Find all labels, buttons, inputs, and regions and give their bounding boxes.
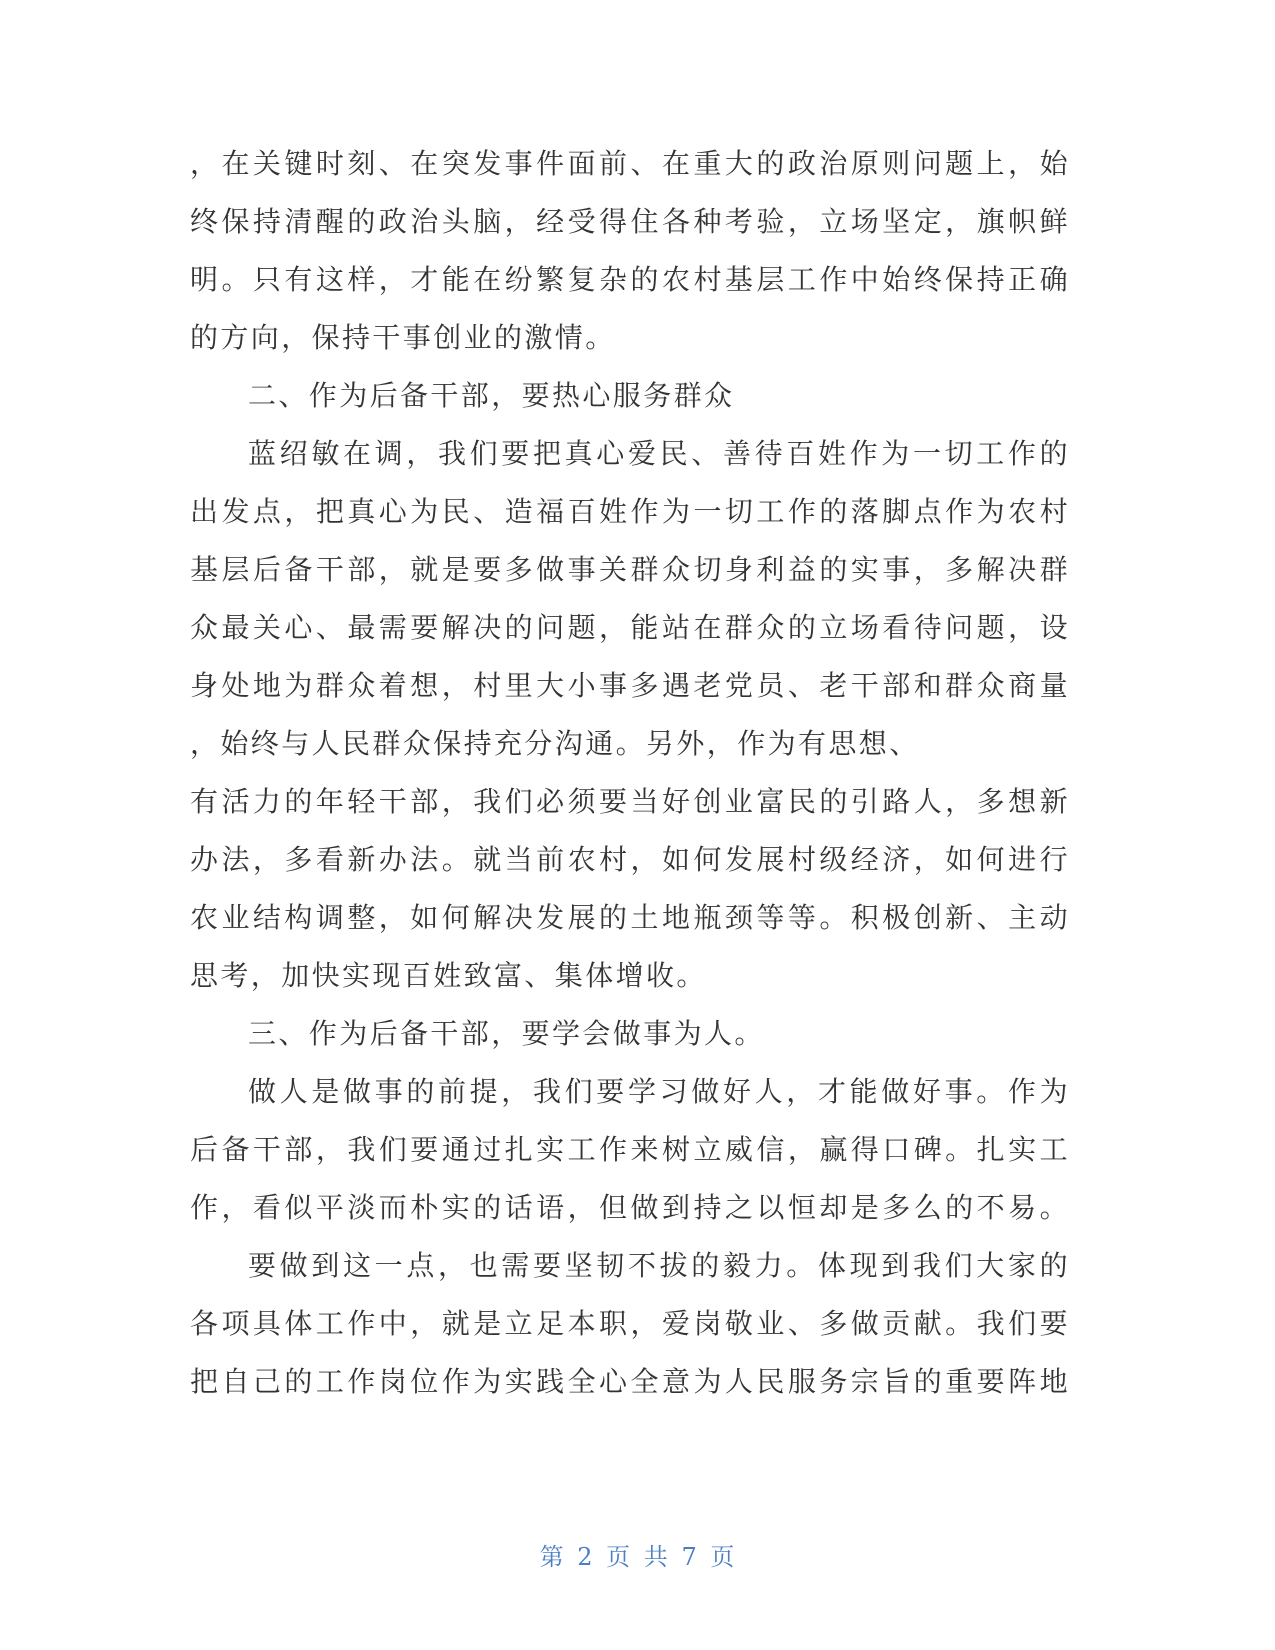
text-line: 众最关心、最需要解决的问题，能站在群众的立场看待问题，设 — [190, 611, 1070, 644]
section-heading-2: 二、作为后备干部，要热心服务群众 — [248, 379, 735, 412]
text-line: 各项具体工作中，就是立足本职，爱岗敬业、多做贡献。我们要 — [190, 1307, 1070, 1340]
paragraph-first-line: 要做到这一点，也需要坚韧不拔的毅力。体现到我们大家的 — [248, 1249, 1070, 1282]
text-line: 办法，多看新办法。就当前农村，如何发展村级经济，如何进行 — [190, 843, 1070, 876]
text-line: 的方向，保持干事创业的激情。 — [190, 321, 616, 354]
paragraph-first-line: 蓝绍敏在调，我们要把真心爱民、善待百姓作为一切工作的 — [248, 437, 1070, 470]
paragraph-first-line: 做人是做事的前提，我们要学习做好人，才能做好事。作为 — [248, 1075, 1070, 1108]
text-line: 作，看似平淡而朴实的话语，但做到持之以恒却是多么的不易。 — [190, 1191, 1070, 1224]
text-line: ，在关键时刻、在突发事件面前、在重大的政治原则问题上，始 — [190, 147, 1070, 180]
text-line: 身处地为群众着想，村里大小事多遇老党员、老干部和群众商量 — [190, 669, 1070, 702]
text-line: 思考，加快实现百姓致富、集体增收。 — [190, 959, 707, 992]
text-line: 终保持清醒的政治头脑，经受得住各种考验，立场坚定，旗帜鲜 — [190, 205, 1070, 238]
page-number-footer: 第 2 页 共 7 页 — [539, 1543, 736, 1571]
text-line: 农业结构调整，如何解决发展的土地瓶颈等等。积极创新、主动 — [190, 901, 1070, 934]
text-line: ，始终与人民群众保持充分沟通。另外，作为有思想、 — [190, 727, 920, 760]
text-line: 明。只有这样，才能在纷繁复杂的农村基层工作中始终保持正确 — [190, 263, 1070, 296]
text-line: 把自己的工作岗位作为实践全心全意为人民服务宗旨的重要阵地 — [190, 1365, 1070, 1398]
section-heading-3: 三、作为后备干部，要学会做事为人。 — [248, 1017, 765, 1050]
text-line: 有活力的年轻干部，我们必须要当好创业富民的引路人，多想新 — [190, 785, 1070, 818]
text-line: 出发点，把真心为民、造福百姓作为一切工作的落脚点作为农村 — [190, 495, 1070, 528]
text-line: 基层后备干部，就是要多做事关群众切身利益的实事，多解决群 — [190, 553, 1070, 586]
text-line: 后备干部，我们要通过扎实工作来树立威信，赢得口碑。扎实工 — [190, 1133, 1070, 1166]
